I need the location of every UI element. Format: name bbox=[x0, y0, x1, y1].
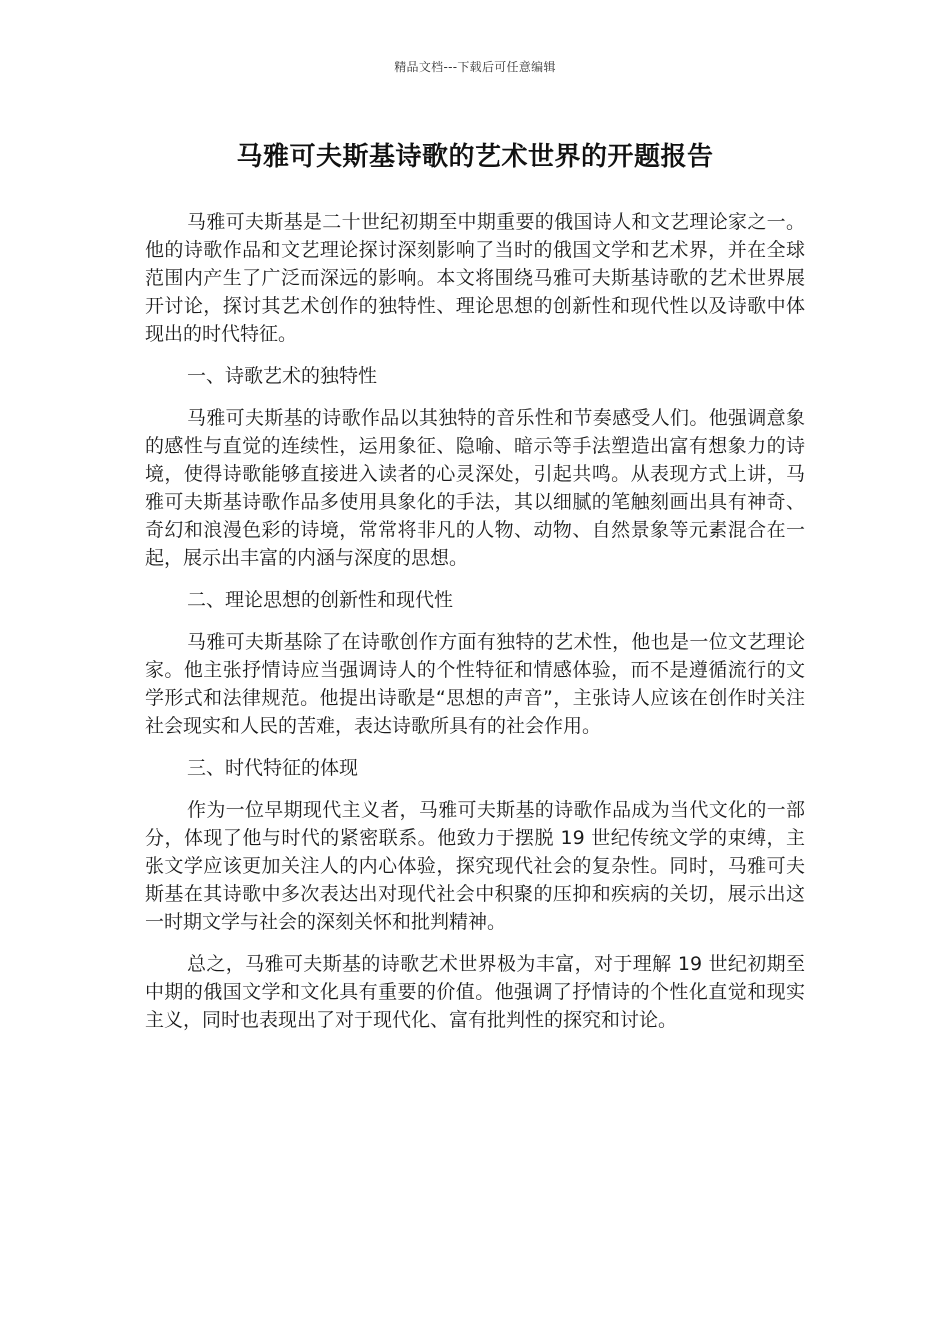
section-paragraph-3: 作为一位早期现代主义者，马雅可夫斯基的诗歌作品成为当代文化的一部分，体现了他与时代的紧密联系。他致力于摆脱 19 世纪传统文学的束缚，主张文学应该更加关注人的内心体验，探究现代社会的复杂性。同时，马雅可夫斯基在其诗歌中多次表达出对现代社会中积聚的压抑和疾病的关切，展示出这一时期文学与社会的深刻关怀和批判精神。 bbox=[145, 799, 805, 933]
section-paragraph-1: 马雅可夫斯基的诗歌作品以其独特的音乐性和节奏感受人们。他强调意象的感性与直觉的连续性，运用象征、隐喻、暗示等手法塑造出富有想象力的诗境，使得诗歌能够直接进入读者的心灵深处，引起共鸣。从表现方式上讲，马雅可夫斯基诗歌作品多使用具象化的手法，其以细腻的笔触刻画出具有神奇、奇幻和浪漫色彩的诗境，常常将非凡的人物、动物、自然景象等元素混合在一起，展示出丰富的内涵与深度的思想。 bbox=[145, 407, 805, 569]
document-body bbox=[145, 208, 805, 1048]
section-paragraph-2: 马雅可夫斯基除了在诗歌创作方面有独特的艺术性，他也是一位文艺理论家。他主张抒情诗应当强调诗人的个性特征和情感体验，而不是遵循流行的文学形式和法律规范。他提出诗歌是“思想的声音”，主张诗人应该在创作时关注社会现实和人民的苦难，表达诗歌所具有的社会作用。 bbox=[145, 631, 805, 737]
section-heading-2: 二、理论思想的创新性和现代性 bbox=[187, 589, 454, 611]
document-title: 马雅可夫斯基诗歌的艺术世界的开题报告 bbox=[236, 142, 714, 172]
section-heading-3: 三、时代特征的体现 bbox=[187, 757, 359, 779]
section-heading-1: 一、诗歌艺术的独特性 bbox=[187, 365, 378, 387]
page-header-watermark: 精品文档---下载后可任意编辑 bbox=[394, 60, 556, 74]
conclusion-paragraph: 总之，马雅可夫斯基的诗歌艺术世界极为丰富，对于理解 19 世纪初期至中期的俄国文学和文化具有重要的价值。他强调了抒情诗的个性化直觉和现实主义，同时也表现出了对于现代化、富有批判性的探究和讨论。 bbox=[145, 953, 805, 1031]
intro-paragraph: 马雅可夫斯基是二十世纪初期至中期重要的俄国诗人和文艺理论家之一。他的诗歌作品和文艺理论探讨深刻影响了当时的俄国文学和艺术界，并在全球范围内产生了广泛而深远的影响。本文将围绕马雅可夫斯基诗歌的艺术世界展开讨论，探讨其艺术创作的独特性、理论思想的创新性和现代性以及诗歌中体现出的时代特征。 bbox=[145, 211, 805, 345]
